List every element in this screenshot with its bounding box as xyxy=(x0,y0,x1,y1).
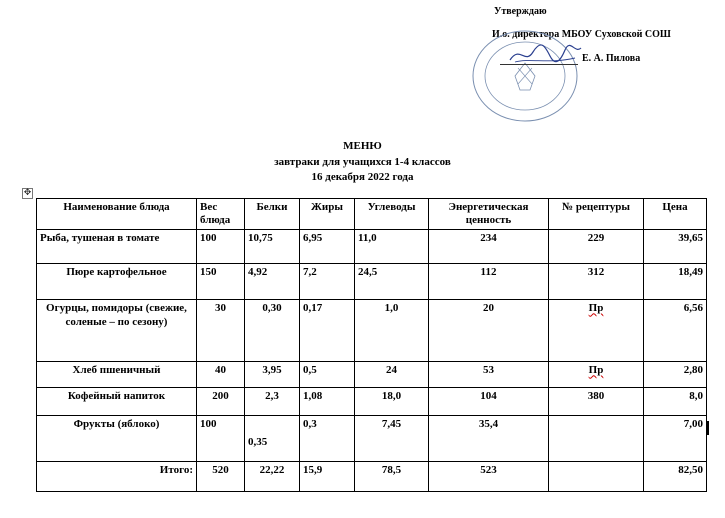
price-cell: 7,00 xyxy=(644,416,707,462)
dish-name: Пюре картофельное xyxy=(37,264,197,300)
carbs-cell: 24 xyxy=(355,362,429,388)
recipe-code: Пр xyxy=(588,364,604,377)
total-energy: 523 xyxy=(429,462,549,492)
price-cell: 6,56 xyxy=(644,300,707,362)
table-row xyxy=(37,416,707,462)
recipe-cell xyxy=(549,416,644,462)
price-cell: 18,49 xyxy=(644,264,707,300)
price-cell: 8,0 xyxy=(644,388,707,416)
protein-cell: 0,30 xyxy=(245,300,300,362)
total-fat: 15,9 xyxy=(300,462,355,492)
protein-cell: 4,92 xyxy=(245,264,300,300)
column-header: Наименование блюда xyxy=(37,199,197,230)
energy-cell: 53 xyxy=(429,362,549,388)
dish-name: Кофейный напиток xyxy=(37,388,197,416)
recipe-cell: 380 xyxy=(549,388,644,416)
total-weight: 520 xyxy=(197,462,245,492)
dish-name: Фрукты (яблоко) xyxy=(37,416,197,462)
carbs-cell: 11,0 xyxy=(355,230,429,264)
table-row xyxy=(37,300,707,362)
weight-cell: 100 xyxy=(197,416,245,462)
weight-cell: 30 xyxy=(197,300,245,362)
recipe-cell: 229 xyxy=(549,230,644,264)
total-carbs: 78,5 xyxy=(355,462,429,492)
column-header: № рецептуры xyxy=(549,199,644,230)
energy-cell: 35,4 xyxy=(429,416,549,462)
price-cell: 2,80 xyxy=(644,362,707,388)
fat-cell: 0,3 xyxy=(300,416,355,462)
menu-title: МЕНЮ xyxy=(343,140,382,152)
table-header-row xyxy=(37,199,707,230)
menu-table xyxy=(36,198,707,492)
column-header: Вес блюда xyxy=(197,199,245,230)
total-protein: 22,22 xyxy=(245,462,300,492)
column-header: Цена xyxy=(644,199,707,230)
dish-name: Огурцы, помидоры (свежие, соленые – по сезону) xyxy=(37,300,197,362)
signature-line xyxy=(500,64,578,65)
price-cell: 39,65 xyxy=(644,230,707,264)
total-price: 82,50 xyxy=(644,462,707,492)
protein-cell: 0,35 xyxy=(245,416,300,462)
dish-name: Хлеб пшеничный xyxy=(37,362,197,388)
protein-cell: 2,3 xyxy=(245,388,300,416)
fat-cell: 1,08 xyxy=(300,388,355,416)
protein-cell: 10,75 xyxy=(245,230,300,264)
table-row xyxy=(37,230,707,264)
carbs-cell: 18,0 xyxy=(355,388,429,416)
carbs-cell: 1,0 xyxy=(355,300,429,362)
weight-cell: 40 xyxy=(197,362,245,388)
total-label: Итого: xyxy=(37,462,197,492)
column-header: Углеводы xyxy=(355,199,429,230)
energy-cell: 112 xyxy=(429,264,549,300)
protein-cell: 3,95 xyxy=(245,362,300,388)
column-header: Энергетическая ценность xyxy=(429,199,549,230)
menu-date: 16 декабря 2022 года xyxy=(311,171,414,183)
energy-cell: 104 xyxy=(429,388,549,416)
move-arrows-icon[interactable]: ✥ xyxy=(23,188,32,198)
weight-cell: 200 xyxy=(197,388,245,416)
fat-cell: 6,95 xyxy=(300,230,355,264)
recipe-cell: 312 xyxy=(549,264,644,300)
total-recipe xyxy=(549,462,644,492)
recipe-cell xyxy=(549,362,644,388)
table-row xyxy=(37,362,707,388)
text-cursor xyxy=(707,421,709,435)
table-total-row xyxy=(37,462,707,492)
weight-cell: 150 xyxy=(197,264,245,300)
approval-line-3: Е. А. Пилова xyxy=(582,53,641,64)
carbs-cell: 24,5 xyxy=(355,264,429,300)
approval-line-2: И.о. директора МБОУ Суховской СОШ xyxy=(492,29,671,40)
table-row xyxy=(37,264,707,300)
recipe-code: Пр xyxy=(588,302,604,315)
column-header: Белки xyxy=(245,199,300,230)
fat-cell: 0,17 xyxy=(300,300,355,362)
menu-subtitle: завтраки для учащихся 1-4 классов xyxy=(274,156,451,168)
weight-cell: 100 xyxy=(197,230,245,264)
energy-cell: 234 xyxy=(429,230,549,264)
approval-line-1: Утверждаю xyxy=(494,6,547,17)
table-row xyxy=(37,388,707,416)
column-header: Жиры xyxy=(300,199,355,230)
recipe-cell xyxy=(549,300,644,362)
fat-cell: 0,5 xyxy=(300,362,355,388)
dish-name: Рыба, тушеная в томате xyxy=(37,230,197,264)
energy-cell: 20 xyxy=(429,300,549,362)
fat-cell: 7,2 xyxy=(300,264,355,300)
carbs-cell: 7,45 xyxy=(355,416,429,462)
